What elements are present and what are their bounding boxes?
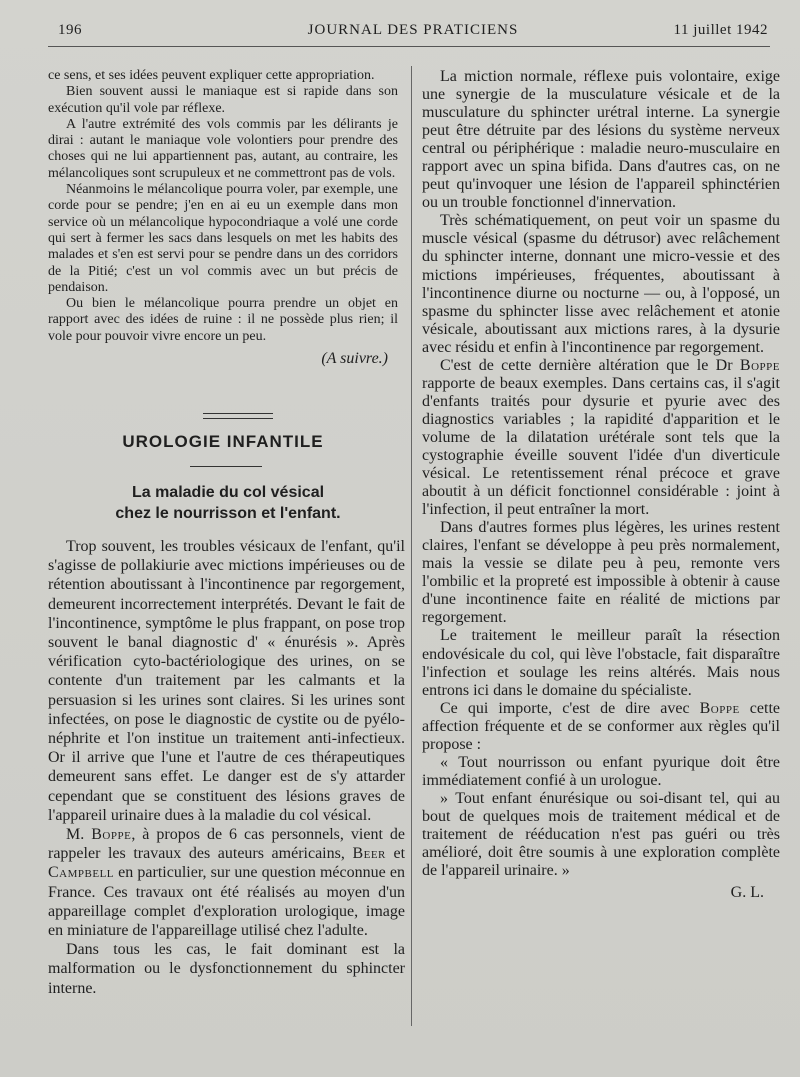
text-run: et <box>385 845 406 863</box>
a-suivre-note: (A suivre.) <box>321 350 388 368</box>
previous-article-continuation <box>48 68 398 367</box>
article-body-left <box>48 537 405 998</box>
paragraph: Néanmoins le mélancolique pourra voler, par exemple, une corde pour se pendre; j'en en ai eu un exemple dans mon service où un mélancolique hypocondriaque a volé une corde qui sert à fermer les sacs dans lesquels on met les habits des malades et s'en est servi pour se pendre dans un des corridors de la Pitié; c'est un vol commis avec un but précis de pendaison. <box>48 182 398 295</box>
paragraph <box>422 357 780 519</box>
paragraph: Dans d'autres formes plus légères, les urines restent claires, l'enfant se développe à peu près normalement, mais la vessie se dilate peu à peu, remonte vers l'ombilic et la propreté est impossible à obtenir à cause d'une incontinence faite en réalité de mictions par regorgement. <box>422 519 780 627</box>
article-title <box>48 482 408 524</box>
text-run: en particulier, sur une question méconnue en France. Ces travaux ont été réalisés au moyen d'un appareillage complet d'exploration urologique, image en miniature de l'appareillage utilisé chez l'adulte. <box>48 864 405 940</box>
text-run: M. <box>66 826 92 844</box>
section-separator <box>203 413 273 419</box>
quote-paragraph: « Tout nourrisson ou enfant pyurique doit être immédiatement confié à un urologue. <box>422 753 780 789</box>
article-title-line-2: chez le nourrisson et l'enfant. <box>115 505 341 522</box>
text-run: , à propos de 6 cas personnels, vient de rappeler les travaux des auteurs américains, <box>48 826 405 863</box>
journal-title: JOURNAL DES PRATICIENS <box>307 22 519 38</box>
author-name: Boppe <box>739 356 780 374</box>
author-name: Beer <box>352 845 386 863</box>
section-title: UROLOGIE INFANTILE <box>122 432 324 451</box>
article-body-right <box>422 68 780 902</box>
header-rule <box>48 46 770 47</box>
paragraph: Bien souvent aussi le maniaque est si rapide dans son exécution qu'il vole par réflexe. <box>48 84 398 116</box>
quote-paragraph: » Tout enfant énurésique ou soi-disant tel, qui au bout de quelques mois de traitement médical et de traitement de rééducation n'est pas guéri ou très amélioré, doit être soumis à une exploration complète de l'appareil urinaire. » <box>422 789 780 880</box>
author-name: Campbell <box>48 864 115 882</box>
paragraph <box>48 825 405 940</box>
text-run: C'est de cette dernière altération que le Dr <box>440 356 740 374</box>
page-number: 196 <box>58 22 82 38</box>
paragraph: Ou bien le mélancolique pourra prendre un objet en rapport avec des idées de ruine : il ne possède plus rien; il vole pour pouvoir vivre encore un peu. <box>48 296 398 344</box>
author-name: Boppe <box>91 826 132 844</box>
paragraph <box>422 700 780 754</box>
author-signature: G. L. <box>730 884 764 902</box>
paragraph: La miction normale, réflexe puis volontaire, exige une synergie de la musculature vésicale et de la musculature du sphincter urétral interne. La synergie peut être détruite par des lésions du système nerveux central ou périphérique : maladie neuro-musculaire en rapport avec un spina bifida. Dans d'autres cas, on ne peut qu'invoquer une lésion de l'appareil sphinctérien ou un trouble fonctionnel d'innervation. <box>422 68 780 212</box>
text-run: rapporte de beaux exemples. Dans certains cas, il s'agit d'enfants traités pour dysurie et pyurie avec des diagnostics variables ; la rapidité d'apparition et le volume de la dilatation urétérale sont tels que la cystographie éveille souvent l'idée d'un diverticule vésical. Le retentissement rénal précoce et grave aboutit à un déficit fonctionnel considérable : joint à l'infection, il peut entraîner la mort. <box>422 374 780 519</box>
author-name: Boppe <box>699 699 740 717</box>
paragraph: Très schématiquement, on peut voir un spasme du muscle vésical (spasme du détrusor) avec relâchement du sphincter interne, donnant une micro-vessie et des mictions impérieuses, fréquentes, aboutissant à l'incontinence diurne ou nocturne — ou, à l'opposé, un spasme du sphincter lisse avec relâchement et atonie vésicale, aboutissant aux mictions rares, à la dysurie avec résidu et enfin à l'incontinence par regorgement. <box>422 212 780 356</box>
text-run: Ce qui importe, c'est de dire avec <box>440 699 700 717</box>
title-separator <box>190 466 262 467</box>
paragraph: A l'autre extrémité des vols commis par les délirants je dirai : autant le maniaque vole volontiers pour prendre des choses qui ne lui appartiennent pas, autant, au contraire, les mélancoliques sont scrupuleux et ne commettront pas de vols. <box>48 116 398 181</box>
paragraph: ce sens, et ses idées peuvent expliquer cette appropriation. <box>48 68 375 83</box>
paragraph: Le traitement le meilleur paraît la résection endovésicale du col, qui lève l'obstacle, fait disparaître l'infection et soulage les reins altérés. Mais nous entrons ici dans le domaine du spécialiste. <box>422 627 780 699</box>
paragraph: Trop souvent, les troubles vésicaux de l'enfant, qu'il s'agisse de pollakiurie avec mictions impérieuses ou de rétention aboutissant à l'incontinence par regorgement, demeurent incorrectement interprétés. Devant le fait de l'incontinence, symptôme le plus frappant, on pose trop souvent le banal diagnostic d' « énurésis ». Après vérification cyto-bactériologique des urines, on se contente d'un traitement par les calmants et la persuasion si les urines sont claires. Si les urines sont infectées, on pose le diagnostic de cystite ou de pyélo-néphrite et l'on institue un traitement anti-infectieux. Or il arrive que l'une et l'autre de ces thérapeutiques demeurent sans effet. Le danger est de s'y attarder cependant que se constituent des lésions graves de l'appareil urinaire dues à la maladie du col vésical. <box>48 538 405 824</box>
text-run: cette affection fréquente et de se conformer aux règles qu'il propose : <box>422 699 780 753</box>
paragraph: Dans tous les cas, le fait dominant est la malformation ou le dysfonctionnement du sphincter interne. <box>48 941 405 997</box>
issue-date: 11 juillet 1942 <box>673 22 768 38</box>
column-divider <box>411 66 412 1026</box>
page-header <box>58 22 768 44</box>
article-title-line-1: La maladie du col vésical <box>131 484 325 501</box>
